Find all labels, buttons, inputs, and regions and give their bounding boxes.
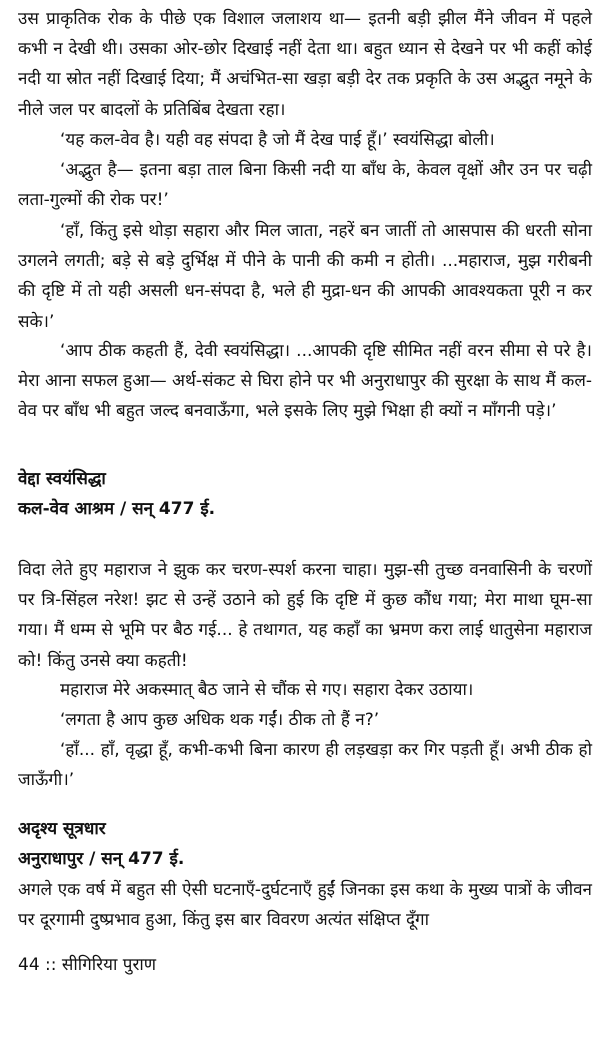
paragraph-farewell: विदा लेते हुए महाराज ने झुक कर चरण-स्पर्श करना चाहा। मुझ-सी तुच्छ वनवासिनी के चरणों पर त्रि-सिंहल नरेश! झट से उन्हें उठाने को हुई कि दृष्टि में कुछ कौंध गया; मेरा माथा घूम-सा गया। मैं धम्म से भूमि पर बैठ गई... हे तथागत, यह कहाँ का भ्रमण करा लाई धातुसेना महाराज को! किंतु उनसे क्या कहती! <box>18 560 592 671</box>
paragraph-canals: ‘हाँ, किंतु इसे थोड़ा सहारा और मिल जाता, नहरें बन जातीं तो आसपास की धरती सोना उगलने लगती; बड़े से बड़े दुर्भिक्ष में पीने के पानी की कमी न होती। ...महाराज, मुझ गरीबनी की दृष्टि में तो यही असली धन-संपदा है, भले ही मुद्रा-धन की आपकी आवश्यकता पूरी न कर सके।’ <box>18 221 592 332</box>
page-footer: 44 :: सीगिरिया पुराण <box>18 955 157 975</box>
section-heading-place-date: अनुराधापुर / सन् 477 ई. <box>18 849 185 869</box>
section-heading-place-date: कल-वेव आश्रम / सन् 477 ई. <box>18 499 216 519</box>
paragraph-king-reply: ‘आप ठीक कहती हैं, देवी स्वयंसिद्धा। ...आपकी दृष्टि सीमित नहीं वरन सीमा से परे है। मेरा आना सफल हुआ— अर्थ-संकट से घिरा होने पर भी अनुराधापुर की सुरक्षा के साथ मैं कल-वेव पर बाँध भी बहुत जल्द बनवाऊँगा, भले इसके लिए मुझे भिक्षा ही क्यों न माँगनी पड़े।’ <box>18 341 592 422</box>
paragraph-wonder: ‘अद्भुत है— इतना बड़ा ताल बिना किसी नदी या बाँध के, केवल वृक्षों और उन पर चढ़ी लता-गुल्मों की रोक पर!’ <box>18 160 592 211</box>
paragraph-kalawewa: ‘यह कल-वेव है। यही वह संपदा है जो मैं देख पाई हूँ।’ स्वयंसिद्धा बोली। <box>60 130 495 150</box>
section-heading-name: अदृश्य सूत्रधार <box>18 819 106 839</box>
paragraph-tired: ‘लगता है आप कुछ अधिक थक गईं। ठीक तो हैं न?’ <box>60 710 380 730</box>
paragraph-lake: उस प्राकृतिक रोक के पीछे एक विशाल जलाशय था— इतनी बड़ी झील मैंने जीवन में पहले कभी न देखी थी। उसका ओर-छोर दिखाई नहीं देता था। बहुत ध्यान से देखने पर भी कहीं कोई नदी या स्रोत नहीं दिखाई दिया; मैं अचंभित-सा खड़ा बड़ी देर तक प्रकृति के उस अद्भुत नमूने के नीले जल पर बादलों के प्रतिबिंब देखता रहा। <box>18 9 592 120</box>
section-heading-name: वेद्दा स्वयंसिद्धा <box>18 469 106 489</box>
paragraph-startled: महाराज मेरे अकस्मात् बैठ जाने से चौंक से गए। सहारा देकर उठाया। <box>60 680 474 700</box>
paragraph-next-year: अगले एक वर्ष में बहुत सी ऐसी घटनाएँ-दुर्घटनाएँ हुईं जिनका इस कथा के मुख्य पात्रों के जीवन पर दूरगामी दुष्प्रभाव हुआ, किंतु इस बार विवरण अत्यंत संक्षिप्त दूँगा <box>18 880 592 931</box>
paragraph-old-woman: ‘हाँ... हाँ, वृद्धा हूँ, कभी-कभी बिना कारण ही लड़खड़ा कर गिर पड़ती हूँ। अभी ठीक हो जाऊँगी।’ <box>18 740 592 791</box>
